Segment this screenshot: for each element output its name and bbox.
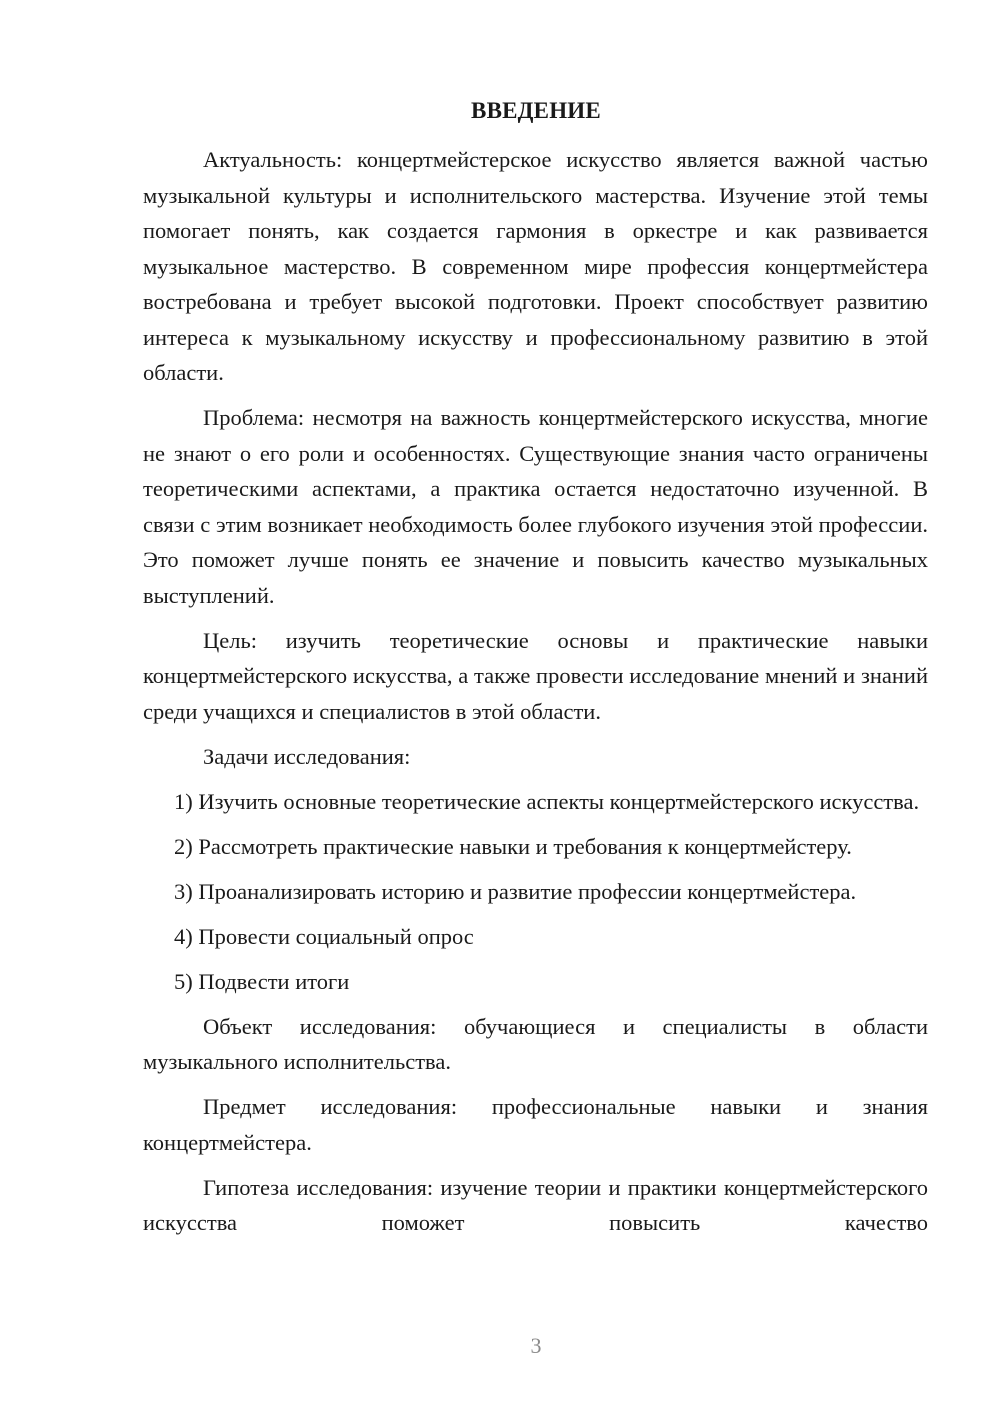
task-item-1: 1) Изучить основные теоретические аспекты концертмейстерского искусства.	[174, 788, 920, 814]
goal-paragraph: Цель: изучить теоретические основы и практические навыки концертмейстерского искусства, а также провести исследование мнений и знаний среди учащихся и специалистов в этой области.	[143, 627, 928, 724]
task-item-4: 4) Провести социальный опрос	[174, 923, 474, 949]
subject-paragraph: Предмет исследования: профессиональные навыки и знания концертмейстера.	[143, 1094, 928, 1155]
body-text	[143, 142, 928, 1250]
section-heading: ВВЕДЕНИЕ	[471, 98, 601, 123]
problem-paragraph: Проблема: несмотря на важность концертмейстерского искусства, многие не знают о его роли и особенностях. Существующие знания часто ограничены теоретическими аспектами, а практика остается недостаточно изученной. В связи с этим возникает необходимость более глубокого изучения этой профессии. Это поможет лучше понять ее значение и повысить качество музыкальных выступлений.	[143, 405, 928, 608]
tasks-heading: Задачи исследования:	[203, 743, 411, 769]
object-paragraph: Объект исследования: обучающиеся и специалисты в области музыкального исполнительства.	[143, 1013, 928, 1074]
task-item-2: 2) Рассмотреть практические навыки и требования к концертмейстеру.	[174, 833, 852, 859]
task-item-5: 5) Подвести итоги	[174, 968, 350, 994]
task-item-3: 3) Проанализировать историю и развитие профессии концертмейстера.	[174, 878, 857, 904]
hypothesis-paragraph: Гипотеза исследования: изучение теории и практики концертмейстерского искусства поможет повысить качество	[143, 1174, 928, 1235]
page-number: 3	[530, 1333, 542, 1358]
relevance-paragraph: Актуальность: концертмейстерское искусство является важной частью музыкальной культуры и исполнительского мастерства. Изучение этой темы помогает понять, как создается гармония в оркестре и как развивается музыкальное мастерство. В современном мире профессия концертмейстера востребована и требует высокой подготовки. Проект способствует развитию интереса к музыкальному искусству и профессиональному развитию в этой области.	[143, 147, 928, 385]
